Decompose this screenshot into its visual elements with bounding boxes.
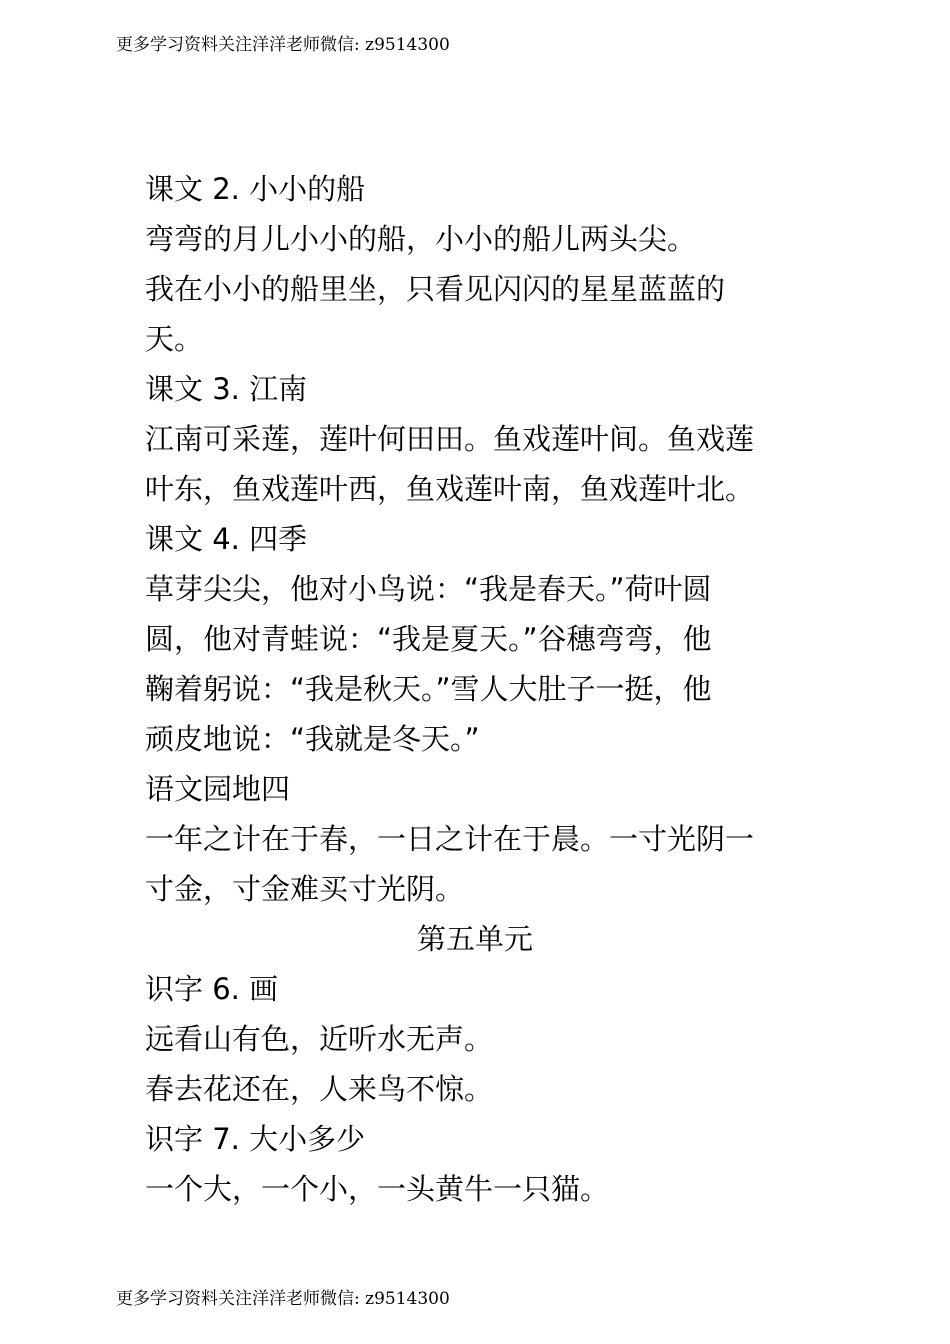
- lesson-heading: 识字 6. 画: [145, 972, 279, 1006]
- lesson-heading: 识字 7. 大小多少: [145, 1122, 366, 1156]
- lesson-heading: 语文园地四: [145, 772, 291, 806]
- text-line: 远看山有色，近听水无声。: [145, 1022, 494, 1056]
- page-header-note: 更多学习资料关注洋洋老师微信: z9514300: [116, 35, 450, 55]
- text-line: 顽皮地说：“我就是冬天。”: [145, 722, 480, 756]
- text-line: 草芽尖尖，他对小鸟说：“我是春天。”荷叶圆: [145, 572, 712, 606]
- text-line: 一年之计在于春，一日之计在于晨。一寸光阴一: [145, 822, 755, 856]
- lesson-heading: 课文 4. 四季: [145, 522, 308, 556]
- text-line: 弯弯的月儿小小的船，小小的船儿两头尖。: [145, 222, 697, 256]
- unit-heading: 第五单元: [416, 922, 533, 956]
- lesson-heading: 课文 3. 江南: [145, 372, 308, 406]
- text-line: 鞠着躬说：“我是秋天。”雪人大肚子一挺，他: [145, 672, 712, 706]
- lesson-heading: 课文 2. 小小的船: [145, 172, 366, 206]
- text-line: 圆，他对青蛙说：“我是夏天。”谷穗弯弯，他: [145, 622, 712, 656]
- text-line: 一个大，一个小，一头黄牛一只猫。: [145, 1172, 610, 1206]
- page-footer-note: 更多学习资料关注洋洋老师微信: z9514300: [116, 1289, 450, 1309]
- text-line: 我在小小的船里坐，只看见闪闪的星星蓝蓝的: [145, 272, 726, 306]
- text-line: 叶东，鱼戏莲叶西，鱼戏莲叶南，鱼戏莲叶北。: [145, 472, 755, 506]
- text-line: 江南可采莲，莲叶何田田。鱼戏莲叶间。鱼戏莲: [145, 422, 755, 456]
- document-body: [145, 164, 813, 1214]
- text-line: 春去花还在，人来鸟不惊。: [145, 1072, 494, 1106]
- text-line: 寸金，寸金难买寸光阴。: [145, 872, 465, 906]
- text-line: 天。: [145, 322, 204, 356]
